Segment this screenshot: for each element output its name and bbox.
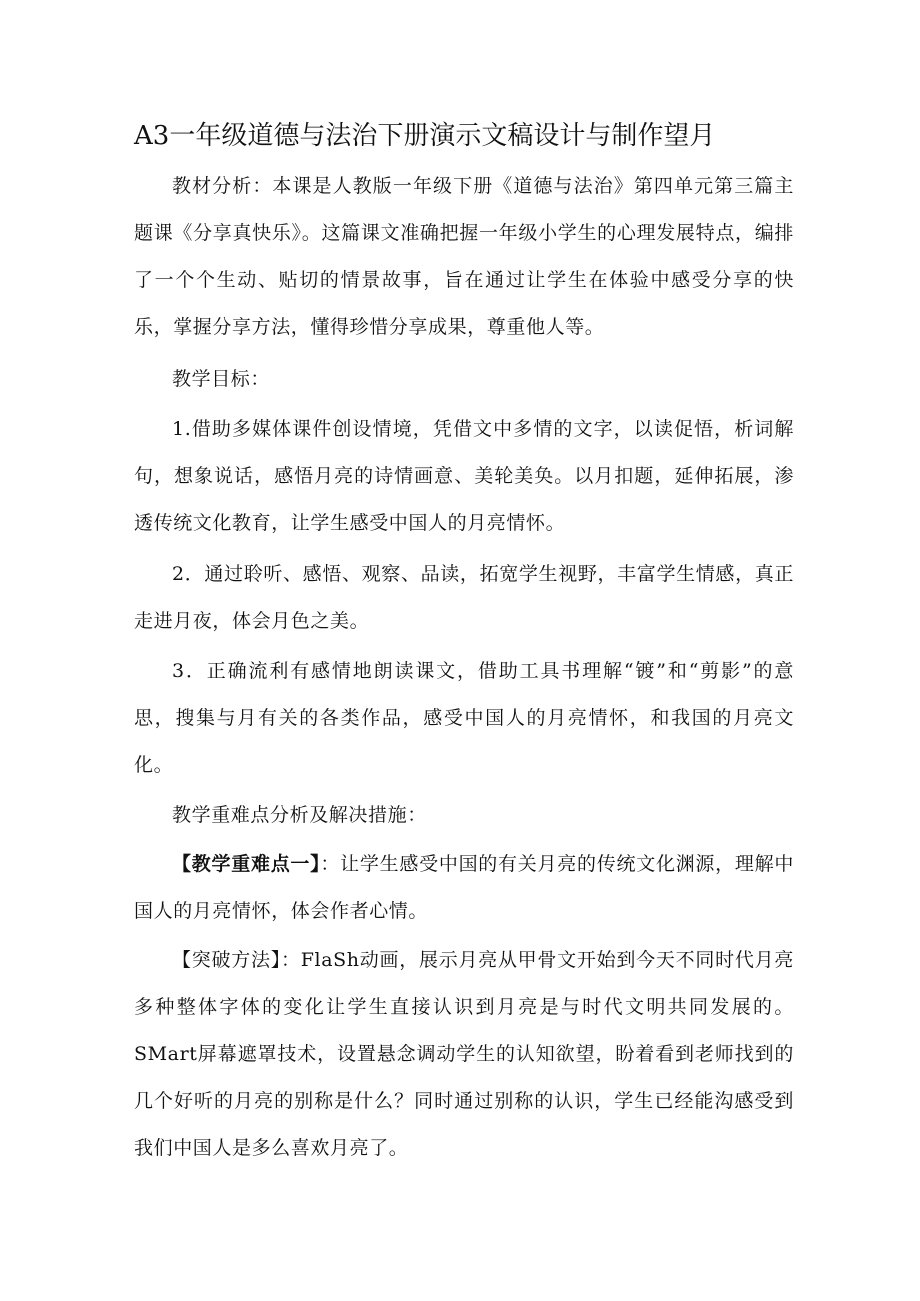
document-title: A3一年级道德与法治下册演示文稿设计与制作望月 <box>134 121 716 151</box>
difficulty-1-label: 【教学重难点一】 <box>172 853 321 875</box>
difficulty-1-paragraph <box>134 841 794 935</box>
breakthrough-method-label: 【突破方法】 <box>172 949 281 971</box>
difficulty-analysis-heading: 教学重难点分析及解决措施： <box>172 804 427 826</box>
teaching-goals-heading: 教学目标： <box>172 368 271 390</box>
teaching-goal-1: 1.借助多媒体课件创设情境，凭借文中多情的文字，以读促悟，析词解句，想象说话，感悟月亮的诗情画意、美轮美奂。以月扣题，延伸拓展，渗透传统文化教育，让学生感受中国人的月亮情怀。 <box>134 418 794 534</box>
teaching-goal-3: 3．正确流利有感情地朗读课文，借助工具书理解“镀”和“剪影”的意思，搜集与月有关的各类作品，感受中国人的月亮情怀，和我国的月亮文化。 <box>134 660 794 776</box>
textbook-analysis-paragraph: 教材分析：本课是人教版一年级下册《道德与法治》第四单元第三篇主题课《分享真快乐》。这篇课文准确把握一年级小学生的心理发展特点，编排了一个个生动、贴切的情景故事，旨在通过让学生在体验中感受分享的快乐，掌握分享方法，懂得珍惜分享成果，尊重他人等。 <box>134 175 794 338</box>
breakthrough-method-text: ：FlaSh动画，展示月亮从甲骨文开始到今天不同时代月亮多种整体字体的变化让学生直接认识到月亮是与时代文明共同发展的。SMart屏幕遮罩技术，设置悬念调动学生的认知欲望，盼着看到老师找到的几个好听的月亮的别称是什么？同时通过别称的认识，学生已经能沟感受到我们中国人是多么喜欢月亮了。 <box>134 949 794 1159</box>
breakthrough-method-paragraph <box>134 937 794 1172</box>
difficulty-1-text: ：让学生感受中国的有关月亮的传统文化渊源，理解中国人的月亮情怀，体会作者心情。 <box>134 853 794 922</box>
teaching-goal-2: 2．通过聆听、感悟、观察、品读，拓宽学生视野，丰富学生情感，真正走进月夜，体会月色之美。 <box>134 563 794 632</box>
